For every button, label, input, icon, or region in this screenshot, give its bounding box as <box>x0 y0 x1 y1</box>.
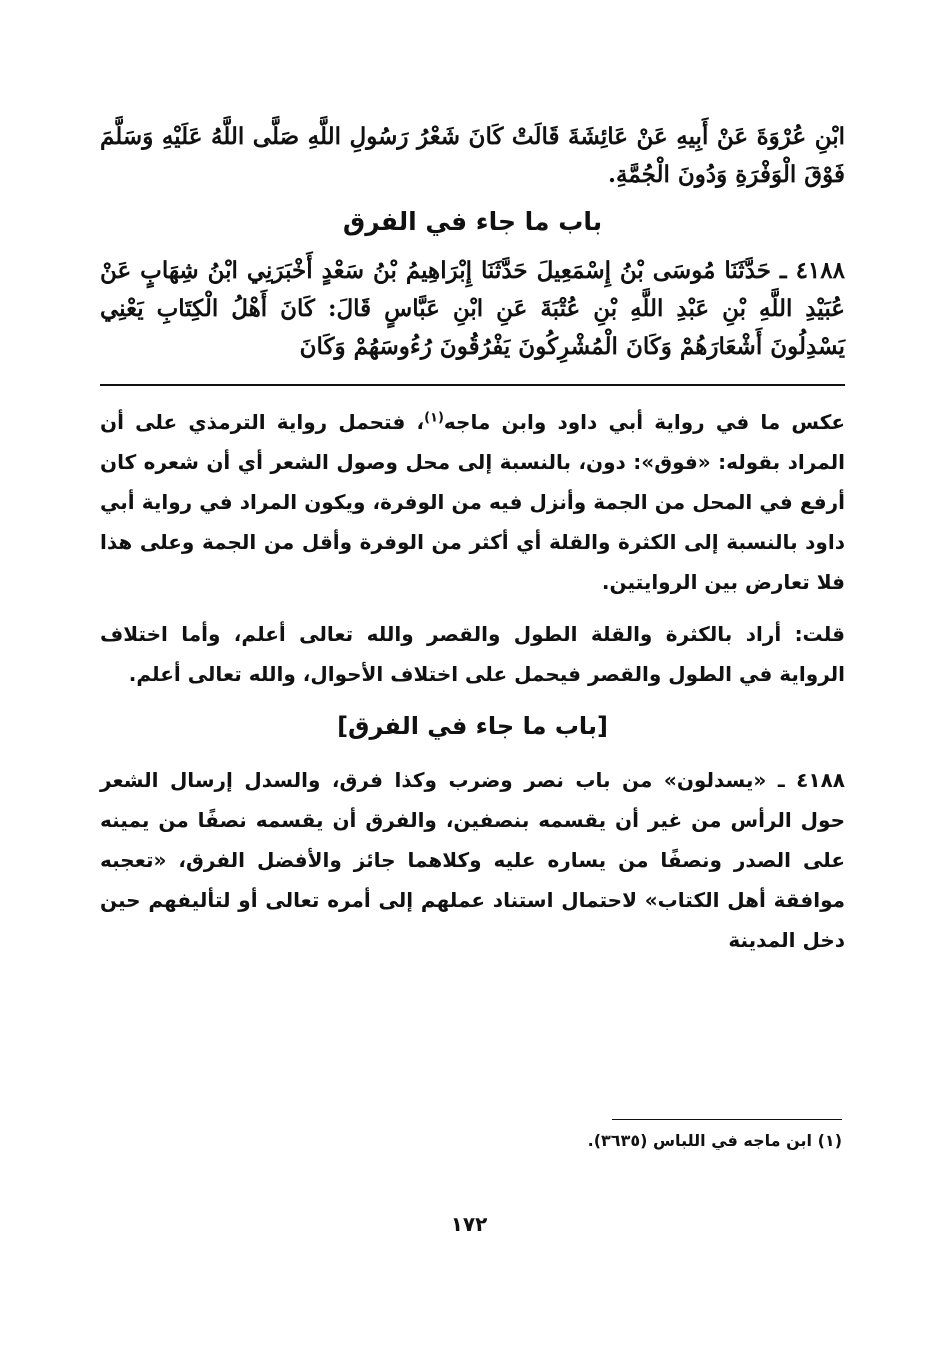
commentary-paragraph-1 <box>100 402 845 602</box>
text-commentary-separator <box>100 384 845 386</box>
page-number: ١٧٢ <box>450 1212 488 1236</box>
footnote: (١) ابن ماجه في اللباس (٣٦٣٥). <box>587 1131 842 1150</box>
hadith-4188: ٤١٨٨ ـ حَدَّثَنَا مُوسَى بْنُ إِسْمَعِيلَ حَدَّثَنَا إِبْرَاهِيمُ بْنُ سَعْدٍ أَخْبَرَنِي ابْنُ شِهَابٍ عَنْ عُبَيْدِ اللَّهِ بْنِ عَبْدِ اللَّهِ بْنِ عُتْبَةَ عَنِ ابْنِ عَبَّاسٍ قَالَ: كَانَ أَهْلُ الْكِتَابِ يَعْنِي يَسْدِلُونَ أَشْعَارَهُمْ وَكَانَ الْمُشْرِكُونَ يَفْرُقُونَ رُءُوسَهُمْ وَكَانَ <box>100 257 845 360</box>
footnote-rule <box>612 1119 842 1120</box>
commentary-paragraph-2: قلت: أراد بالكثرة والقلة الطول والقصر والله تعالى أعلم، وأما اختلاف الرواية في الطول والقصر فيحمل على اختلاف الأحوال، والله تعالى أعلم. <box>100 622 845 686</box>
commentary-text: عكس ما في رواية أبي داود وابن ماجه <box>443 410 845 434</box>
chapter-heading: باب ما جاء في الفرق <box>342 207 603 236</box>
commentary-text: ، فتحمل رواية الترمذي على أن المراد بقوله: «فوق»: دون، بالنسبة إلى محل وصول الشعر أي أن شعره كان أرفع في المحل من الجمة وأنزل فيه من الوفرة، ويكون المراد في رواية أبي داود بالنسبة إلى الكثرة والقلة أي أكثر من الوفرة وأقل من الجمة وعلى هذا فلا تعارض بين الروايتين. <box>100 410 845 594</box>
page-body <box>100 118 845 972</box>
hadith-continuation: ابْنِ عُرْوَةَ عَنْ أَبِيهِ عَنْ عَائِشَةَ قَالَتْ كَانَ شَعْرُ رَسُولِ اللَّهِ صَلَّى اللَّهُ عَلَيْهِ وَسَلَّمَ فَوْقَ الْوَفْرَةِ وَدُونَ الْجُمَّةِ. <box>100 123 845 188</box>
commentary-chapter-heading: [باب ما جاء في الفرق] <box>337 712 608 740</box>
footnote-marker: (١) <box>424 410 444 426</box>
commentary-paragraph-3: ٤١٨٨ ـ «يسدلون» من باب نصر وضرب وكذا فرق، والسدل إرسال الشعر حول الرأس من غير أن يقسمه بنصفين، والفرق أن يقسمه نصفًا من يمينه على الصدر ونصفًا من يساره عليه وكلاهما جائز والأفضل الفرق، «تعجبه موافقة أهل الكتاب» لاحتمال استناد عملهم إلى أمره تعالى أو لتأليفهم حين دخل المدينة <box>100 768 845 952</box>
